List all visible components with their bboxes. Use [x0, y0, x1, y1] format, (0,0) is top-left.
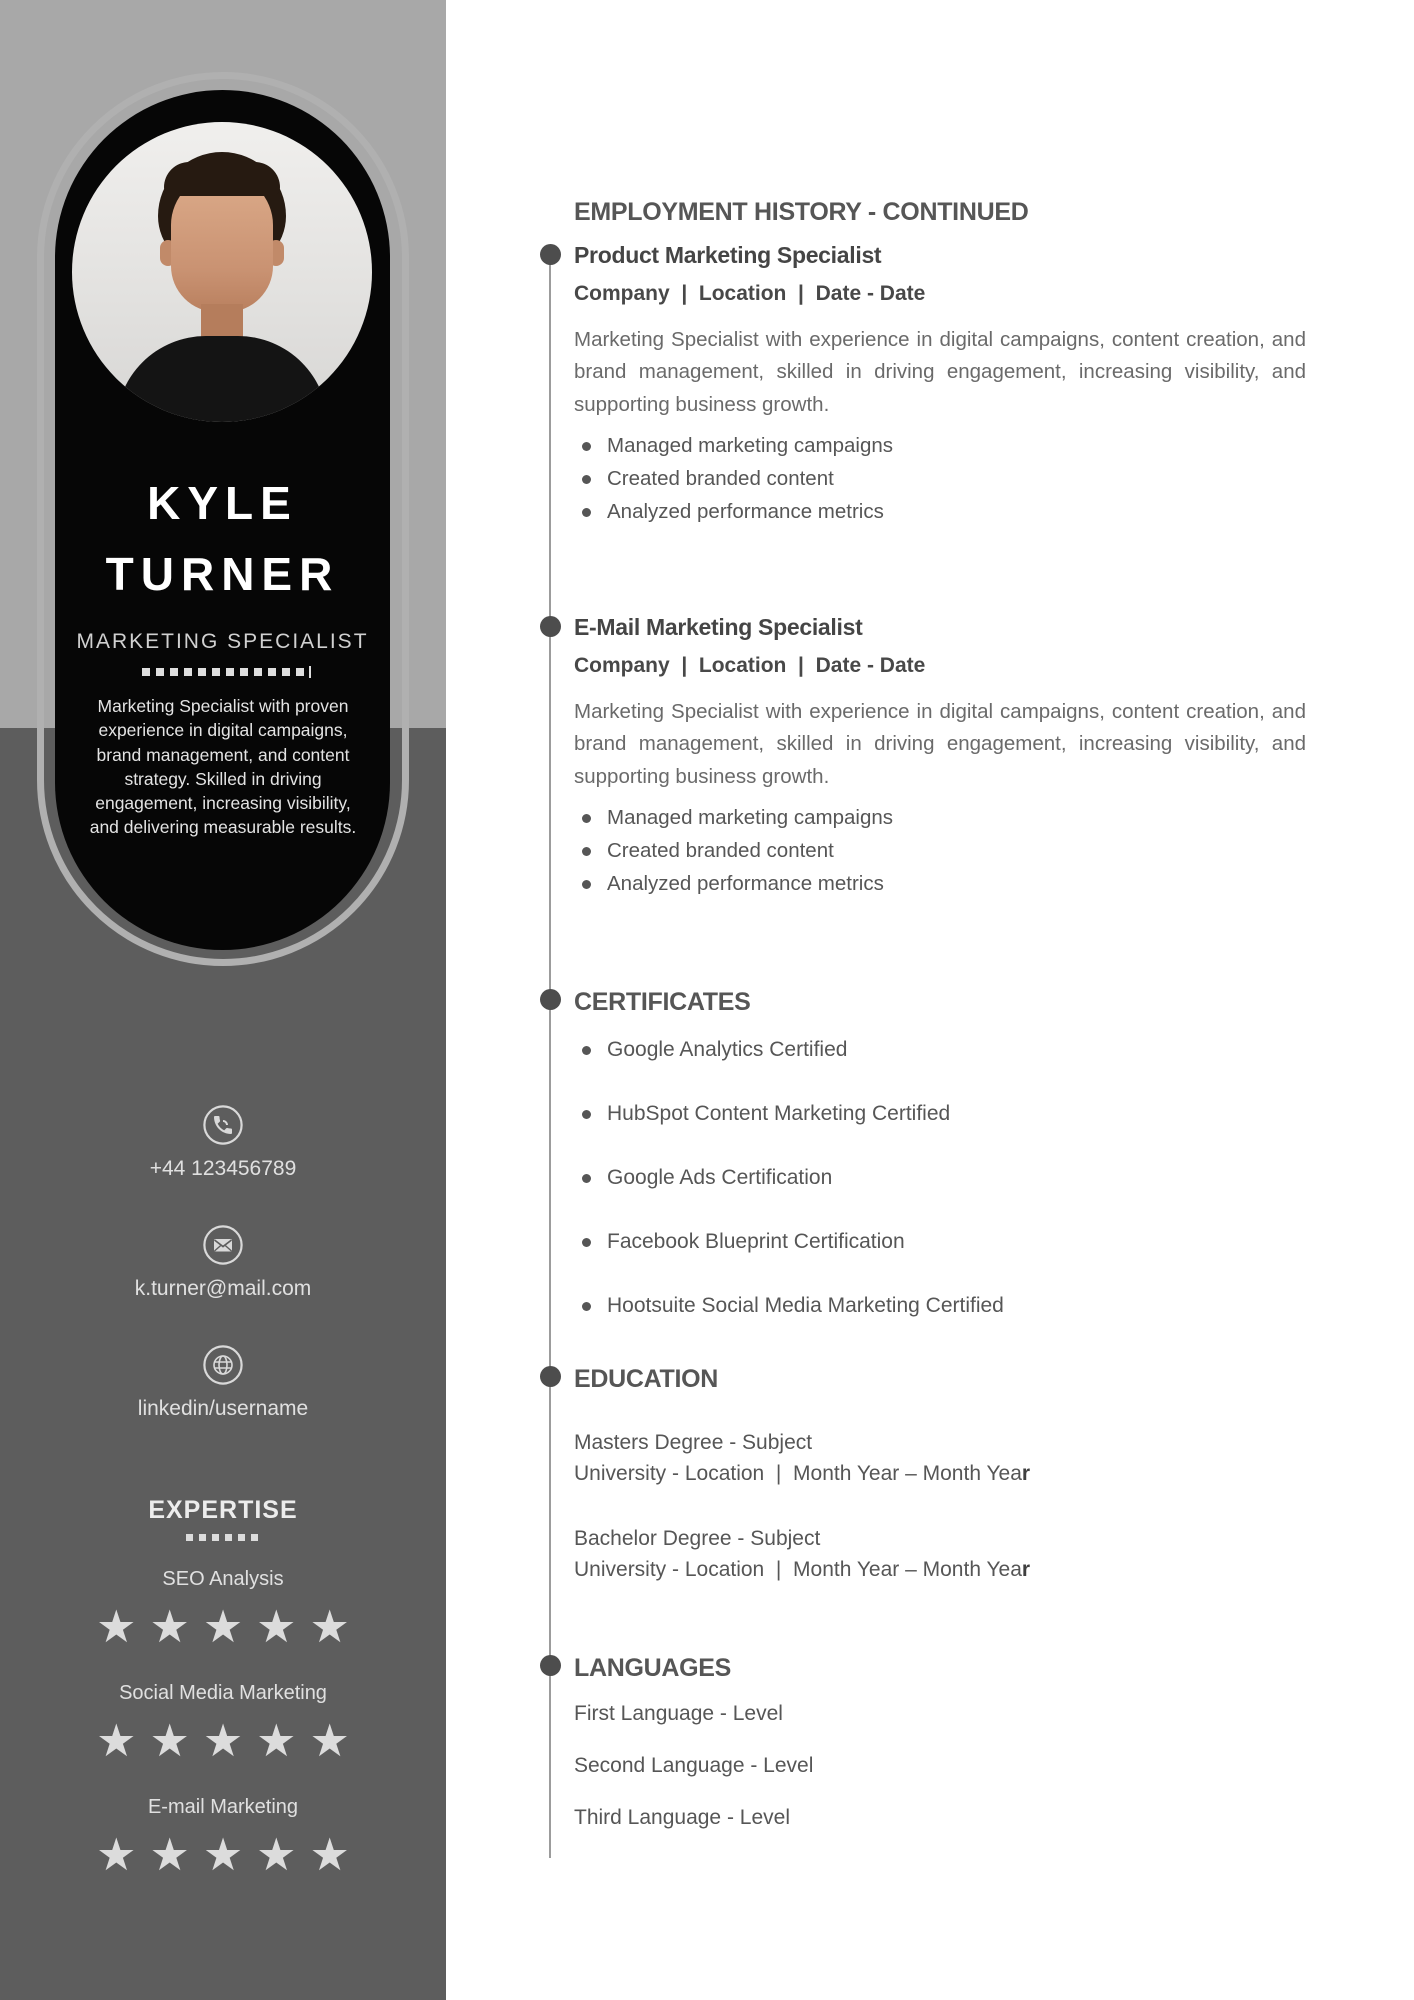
job-bullet-list — [574, 430, 1306, 528]
linkedin-handle: linkedin/username — [137, 1397, 309, 1420]
skill-label: SEO Analysis — [162, 1568, 284, 1590]
phone-number: +44 123456789 — [149, 1157, 297, 1180]
skill-item — [0, 1680, 446, 1768]
job-description: Marketing Specialist with experience in digital campaigns, content creation, and brand management, skilled in driving engagement, increasing visibility, and supporting business growth. — [574, 700, 1306, 788]
language-item: Second Language - Level — [574, 1754, 814, 1777]
languages-list — [574, 1700, 1334, 1856]
person-name — [55, 468, 390, 610]
certificate-item: Hootsuite Social Media Marketing Certified — [574, 1292, 1334, 1320]
education-degree: Bachelor Degree - Subject — [574, 1527, 821, 1550]
dotted-separator — [142, 668, 304, 676]
certificates-heading: CERTIFICATES — [574, 988, 751, 1016]
star-rating: ★★★★★ — [96, 1600, 363, 1653]
job-title: E-Mail Marketing Specialist — [574, 614, 863, 640]
portrait-shoulders — [116, 336, 328, 422]
job-title: Product Marketing Specialist — [574, 242, 882, 268]
job-entry — [574, 241, 1306, 529]
education-details — [574, 1458, 1334, 1489]
job-bullet: Created branded content — [574, 835, 1306, 868]
skill-item — [0, 1566, 446, 1654]
timeline-dot — [540, 989, 561, 1010]
expertise-heading: EXPERTISE — [148, 1496, 298, 1524]
education-list — [574, 1427, 1334, 1619]
job-bullet: Managed marketing campaigns — [574, 802, 1306, 835]
globe-icon — [203, 1345, 243, 1385]
profile-summary: Marketing Specialist with proven experience in digital campaigns, brand management, and content strategy. Skilled in driving engagement, increasing visibility, and delivering measurable results. — [89, 696, 357, 838]
skill-label: Social Media Marketing — [119, 1682, 327, 1704]
certificate-item: Google Ads Certification — [574, 1164, 1334, 1192]
job-meta: Company | Location | Date - Date — [574, 282, 926, 305]
phone-icon — [203, 1105, 243, 1145]
language-item: First Language - Level — [574, 1702, 783, 1725]
timeline-dot — [540, 1366, 561, 1387]
job-meta: Company | Location | Date - Date — [574, 654, 926, 677]
education-details-text: University - Location | Month Year – Month Yea — [574, 1462, 1022, 1485]
employment-history-heading: EMPLOYMENT HISTORY - CONTINUED — [574, 198, 1029, 226]
envelope-icon — [203, 1225, 243, 1265]
portrait-hair-fringe — [164, 162, 280, 196]
first-name: KYLE — [147, 477, 298, 529]
education-details — [574, 1554, 1334, 1585]
education-details-text: University - Location | Month Year – Month Yea — [574, 1558, 1022, 1581]
timeline-line — [549, 255, 551, 1858]
job-bullet: Analyzed performance metrics — [574, 868, 1306, 901]
skill-item — [0, 1794, 446, 1882]
skills-list — [0, 1566, 446, 1908]
job-bullet-list — [574, 802, 1306, 900]
certificate-item: HubSpot Content Marketing Certified — [574, 1100, 1334, 1128]
timeline-dot — [540, 244, 561, 265]
education-entry — [574, 1523, 1334, 1585]
skill-label: E-mail Marketing — [147, 1796, 299, 1818]
education-details-bold: r — [1021, 1558, 1031, 1581]
certificate-item: Facebook Blueprint Certification — [574, 1228, 1334, 1256]
education-entry — [574, 1427, 1334, 1489]
certificates-list — [574, 1036, 1334, 1356]
education-heading: EDUCATION — [574, 1365, 719, 1393]
star-rating: ★★★★★ — [96, 1714, 363, 1767]
star-rating: ★★★★★ — [96, 1828, 363, 1881]
job-bullet: Created branded content — [574, 463, 1306, 496]
timeline-dot — [540, 1655, 561, 1676]
job-description: Marketing Specialist with experience in digital campaigns, content creation, and brand management, skilled in driving engagement, increasing visibility, and supporting business growth. — [574, 328, 1306, 416]
person-role: MARKETING SPECIALIST — [76, 630, 369, 653]
certificate-item: Google Analytics Certified — [574, 1036, 1334, 1064]
email-address: k.turner@mail.com — [134, 1277, 312, 1300]
last-name: TURNER — [105, 548, 340, 600]
education-degree: Masters Degree - Subject — [574, 1431, 813, 1454]
job-bullet: Analyzed performance metrics — [574, 496, 1306, 529]
expertise-dotted-separator — [186, 1534, 261, 1541]
language-item: Third Language - Level — [574, 1806, 790, 1829]
education-details-bold: r — [1021, 1462, 1031, 1485]
timeline-dot — [540, 616, 561, 637]
job-entry — [574, 613, 1306, 901]
profile-photo — [72, 122, 372, 422]
job-bullet: Managed marketing campaigns — [574, 430, 1306, 463]
languages-heading: LANGUAGES — [574, 1654, 732, 1682]
